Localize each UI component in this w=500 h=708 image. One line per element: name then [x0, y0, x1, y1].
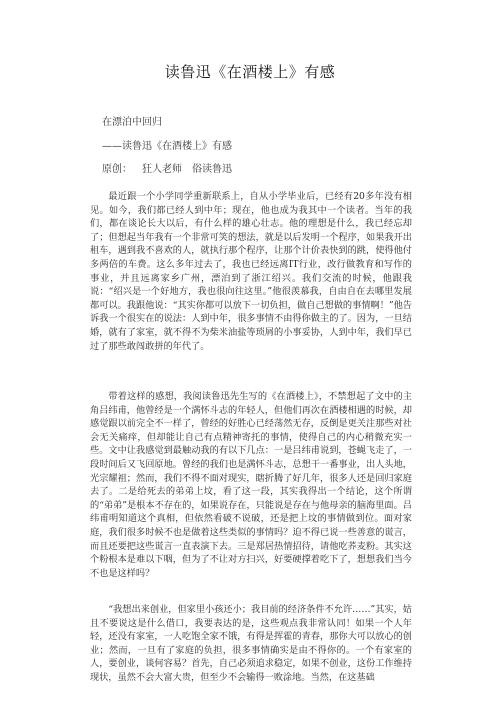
credit-signature: 俗读鲁迅	[192, 164, 232, 175]
document-title: 读鲁迅《在酒楼上》有感	[164, 63, 336, 81]
paragraph-3: “我想出来创业，但家里小孩还小；我目前的经济条件不允许……”其实，姑且不要说这是什么借口，我要表达的是，这些观点我非常认同！如果一个人年轻，还没有家室，一人吃饱全家不饿，有得是挥霍的青春，那你大可以放心的创业；然而，一旦有了家庭的负担，很多事情确实是由不得你的。一个有家室的人，要创业，谈何容易？首先，自己必须追求稳定，如果不创业，这份工作维持现状，虽然不会大富大贵，但至少不会输得一败涂地。当然，在这基础	[90, 604, 412, 683]
paragraph-1: 最近跟一个小学同学重新联系上，自从小学毕业后，已经有20多年没有相见。如今，我们都已经人到中年；现在，他也成为我其中一个读者。当年的我们，都在谈论长大以后，有什么样的雄心壮志。他的理想是什么，我已经忘却了；但想起当年我有一个非常可笑的想法，就是以后发明一个程序，如果我开出租车，遇到我不喜欢的人，就执行那个程序，让那个计价表快到的跳，使得他付多两倍的车费。这么多年过去了，我也已经远离IT行业，改行做教育和写作的事业，并且远离家乡广州，漂泊到了浙江绍兴。我们交流的时候，他跟我说：“绍兴是一个好地方，我也很向往这里。”他很羡慕我，自由自在去哪里发展都可以。我跟他说：“其实你都可以放下一切负担，做自己想做的事情啊！”他告诉我一个很实在的说法：人到中年，很多事情不由得你做主的了。因为，一旦结婚，就有了家室，就不得不为柴米油盐等琐屑的小事妥协，人到中年，我们早已过了那些敢闯敢拼的年代了。	[90, 191, 412, 352]
credit-author: 狂人老师	[142, 164, 182, 175]
credit-original-label: 原创：	[102, 164, 132, 175]
document-byline: ——读鲁迅《在酒楼上》有感	[102, 141, 232, 152]
document-subtitle: 在漂泊中回归	[102, 117, 162, 128]
document-credit	[102, 163, 232, 177]
paragraph-2: 带着这样的感想，我阅读鲁迅先生写的《在酒楼上》，不禁想起了文中的主角吕纬甫，他曾经是一个满怀斗志的年轻人，但他们再次在酒楼相遇的时候，却感觉跟以前完全不一样了，曾经的好胜心已经荡然无存，反倒是更关注那些对社会无关痛痒，但却能让自己有点精神寄托的事情，使得自己的内心稍微充实一些。文中让我感觉到最触动我的有以下几点：一是吕纬甫说到，苍蝇飞走了，一段时间后又飞回原地。曾经的我们也是满怀斗志，总想干一番事业，出人头地，光宗耀祖；然而，我们不得不面对现实，瞎折腾了好几年，很多人还是回归家庭去了。二是给死去的弟弟上坟，看了这一段，其实我得出一个结论，这个所谓的“弟弟”是根本不存在的，如果说存在，只能说是存在与他母亲的脑海里面。吕纬甫明知道这个真相，但依然看破不说破，还是把上坟的事情做到位。面对家庭，我们很多时候不也是做着这些类似的事情吗？迫不得已说一些善意的谎言，而且还要把这些谎言一直表演下去。三是郑居热情招待，请他吃荞麦粉。其实这个粉根本是难以下咽，但为了不让对方扫兴，好要硬撑着吃下了，想想我们当今不也是这样吗？	[90, 391, 412, 579]
